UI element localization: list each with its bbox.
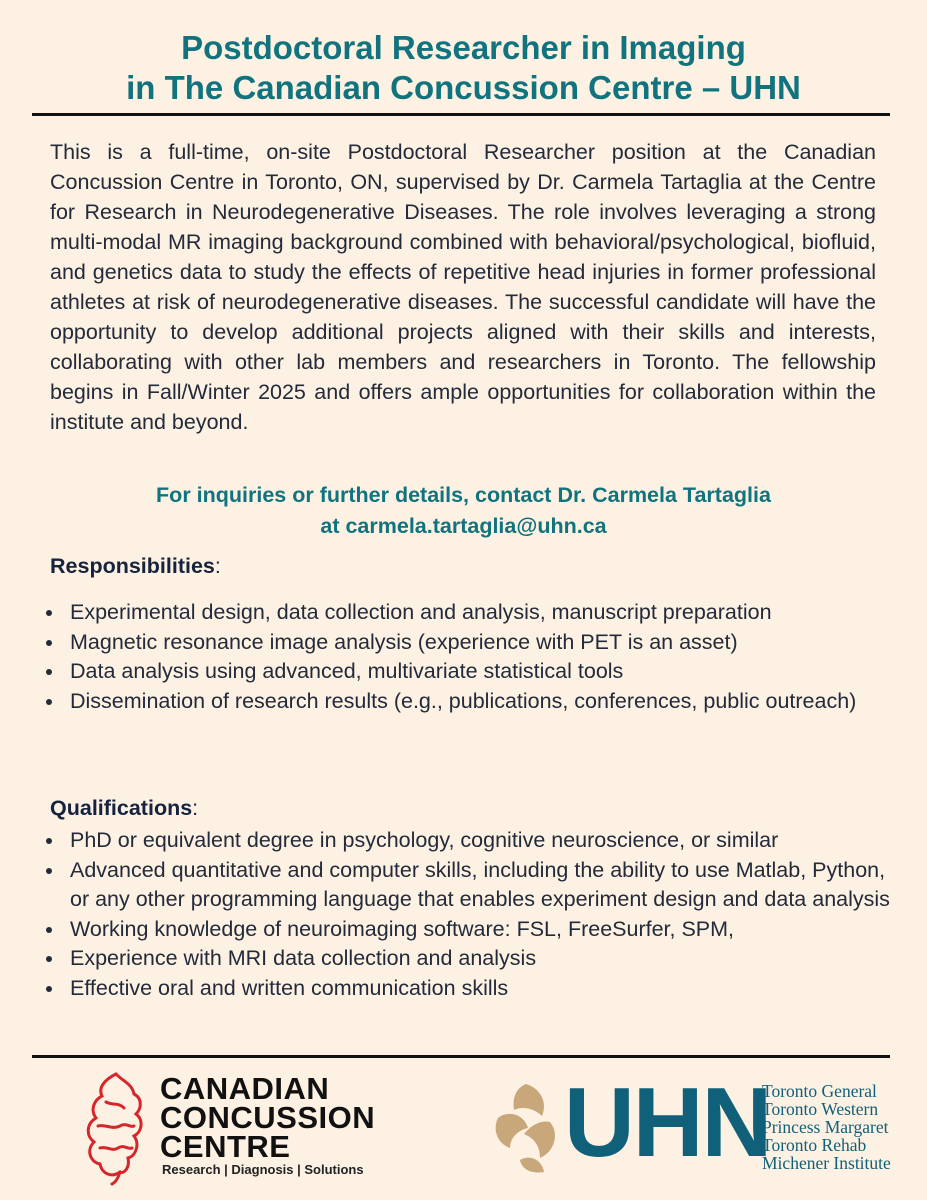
uhn-logo bbox=[490, 1067, 927, 1183]
brain-icon bbox=[76, 1066, 156, 1186]
page-title bbox=[0, 28, 927, 108]
uhn-wordmark: UHN bbox=[564, 1067, 771, 1177]
list-item: PhD or equivalent degree in psychology, cognitive neuroscience, or similar bbox=[30, 826, 910, 856]
uhn-emblem-icon bbox=[490, 1078, 562, 1178]
title-line-2: in The Canadian Concussion Centre – UHN bbox=[126, 69, 801, 106]
bottom-divider bbox=[32, 1055, 890, 1058]
uhn-sites-list: Toronto General Toronto Western Princess Margaret Toronto Rehab Michener Institute bbox=[762, 1081, 891, 1173]
list-item: Magnetic resonance image analysis (experience with PET is an asset) bbox=[30, 628, 910, 658]
ccc-name: CANADIAN CONCUSSION CENTRE bbox=[160, 1071, 376, 1164]
ccc-tagline: Research | Diagnosis | Solutions bbox=[162, 1162, 364, 1177]
contact-email[interactable]: at carmela.tartaglia@uhn.ca bbox=[320, 514, 607, 538]
qualifications-list bbox=[30, 826, 910, 1003]
contact-line-1: For inquiries or further details, contact Dr. Carmela Tartaglia bbox=[156, 483, 771, 507]
list-item: Working knowledge of neuroimaging software: FSL, FreeSurfer, SPM, bbox=[30, 915, 910, 945]
intro-paragraph: This is a full-time, on-site Postdoctoral Researcher position at the Canadian Concussion Centre in Toronto, ON, supervised by Dr. Carmela Tartaglia at the Centre for Research in Neurodegenerative Diseases. The role involves leveraging a strong multi-modal MR imaging background combined with behavioral/psychological, biofluid, and genetics data to study the effects of repetitive head injuries in former professional athletes at risk of neurodegenerative diseases. The successful candidate will have the opportunity to develop additional projects aligned with their skills and interests, collaborating with other lab members and researchers in Toronto. The fellowship begins in Fall/Winter 2025 and offers ample opportunities for collaboration within the institute and beyond. bbox=[50, 140, 876, 434]
list-item: Experience with MRI data collection and analysis bbox=[30, 944, 910, 974]
responsibilities-heading: Responsibilities: bbox=[50, 554, 221, 578]
title-line-1: Postdoctoral Researcher in Imaging bbox=[181, 29, 746, 66]
contact-info bbox=[0, 480, 927, 542]
qualifications-heading: Qualifications: bbox=[50, 796, 199, 820]
list-item: Advanced quantitative and computer skills, including the ability to use Matlab, Python, or any other programming language that enables experiment design and data analysis bbox=[30, 856, 910, 915]
ccc-logo bbox=[76, 1066, 376, 1186]
list-item: Data analysis using advanced, multivariate statistical tools bbox=[30, 657, 910, 687]
list-item: Dissemination of research results (e.g., publications, conferences, public outreach) bbox=[30, 687, 910, 717]
top-divider bbox=[32, 113, 890, 116]
list-item: Effective oral and written communication skills bbox=[30, 974, 910, 1004]
list-item: Experimental design, data collection and analysis, manuscript preparation bbox=[30, 598, 910, 628]
responsibilities-list bbox=[30, 598, 910, 716]
